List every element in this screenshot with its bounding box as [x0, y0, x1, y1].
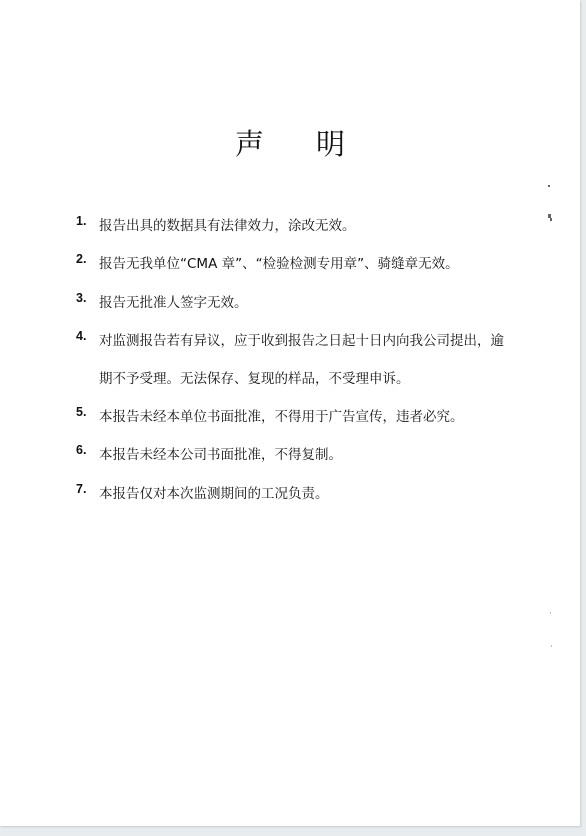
- item-text: 报告出具的数据具有法律效力，涂改无效。: [99, 218, 356, 234]
- statement-item-4-continuation: 期不予受理。无法保存、复现的样品，不受理申诉。: [99, 371, 410, 387]
- item-number: 3.: [76, 291, 87, 305]
- item-text: 本报告仅对本次监测期间的工况负责。: [99, 486, 329, 502]
- scan-speck: [548, 185, 550, 187]
- page-title: [0, 122, 580, 163]
- item-number: 7.: [76, 482, 87, 496]
- item-number: 4.: [76, 329, 87, 343]
- item-number: 1.: [76, 214, 87, 228]
- item-number: 6.: [76, 443, 87, 457]
- item-text: 本报告未经本单位书面批准，不得用于广告宣传，违者必究。: [99, 409, 464, 425]
- title-char-left: 声: [234, 127, 264, 161]
- item-text: 对监测报告若有异议，应于收到报告之日起十日内向我公司提出，逾: [99, 333, 504, 349]
- item-text: 报告无批准人签字无效。: [99, 295, 248, 311]
- title-char-right: 明: [316, 127, 346, 161]
- item-text: 本报告未经本公司书面批准，不得复制。: [99, 447, 342, 463]
- scan-speck: [550, 218, 552, 221]
- item-number: 2.: [76, 252, 87, 266]
- item-number: 5.: [76, 405, 87, 419]
- scan-speck: [550, 612, 551, 614]
- item-text: 报告无我单位“CMA 章”、“检验检测专用章”、骑缝章无效。: [99, 256, 459, 272]
- scan-speck: [551, 645, 552, 647]
